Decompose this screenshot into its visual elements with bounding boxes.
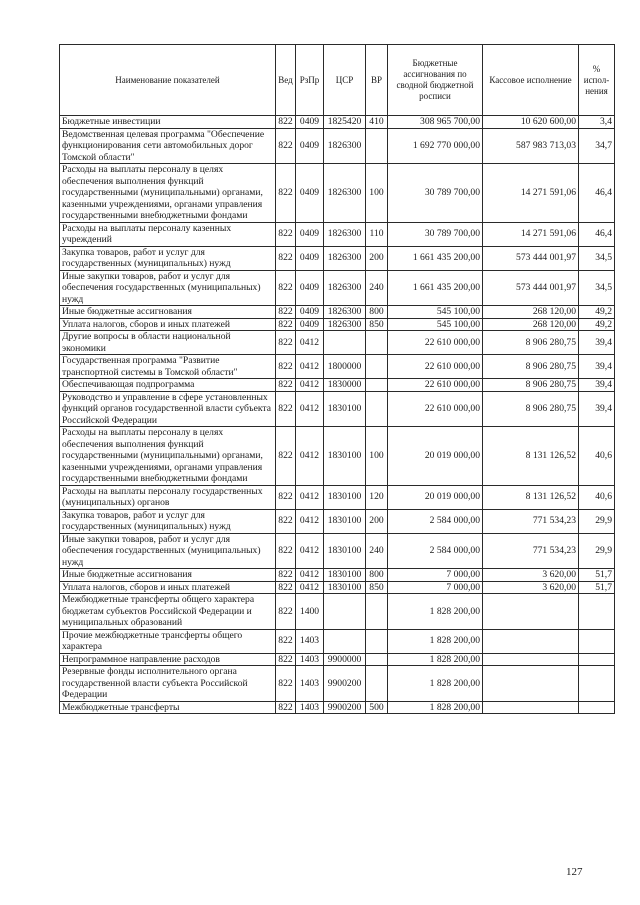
- table-row: [60, 485, 615, 509]
- rzpr-cell: 0409: [296, 222, 324, 246]
- execution-percent-cell: 39,4: [579, 355, 615, 379]
- vr-cell: 500: [366, 701, 388, 714]
- vr-cell: [366, 594, 388, 630]
- rzpr-cell: 0409: [296, 246, 324, 270]
- ved-cell: 822: [276, 427, 296, 486]
- csr-cell: 1826300: [324, 306, 366, 319]
- vr-cell: 200: [366, 509, 388, 533]
- vr-cell: 110: [366, 222, 388, 246]
- rzpr-cell: 1403: [296, 701, 324, 714]
- table-row: [60, 581, 615, 594]
- csr-cell: 1825420: [324, 116, 366, 129]
- ved-cell: 822: [276, 222, 296, 246]
- budget-allocation-cell: 7 000,00: [388, 569, 483, 582]
- vr-cell: 850: [366, 581, 388, 594]
- table-row: [60, 270, 615, 306]
- table-row: [60, 533, 615, 569]
- vr-cell: 100: [366, 164, 388, 223]
- budget-allocation-cell: 7 000,00: [388, 581, 483, 594]
- header-indicator-name: Наименование показателей: [60, 45, 276, 116]
- budget-allocation-cell: 20 019 000,00: [388, 485, 483, 509]
- rzpr-cell: 0412: [296, 581, 324, 594]
- csr-cell: 1830100: [324, 581, 366, 594]
- cash-execution-cell: 8 131 126,52: [483, 427, 579, 486]
- execution-percent-cell: 46,4: [579, 164, 615, 223]
- execution-percent-cell: 51,7: [579, 569, 615, 582]
- cash-execution-cell: 587 983 713,03: [483, 128, 579, 164]
- budget-allocation-cell: 1 828 200,00: [388, 594, 483, 630]
- header-rzpr: РзПр: [296, 45, 324, 116]
- vr-cell: 410: [366, 116, 388, 129]
- ved-cell: 822: [276, 533, 296, 569]
- vr-cell: 120: [366, 485, 388, 509]
- rzpr-cell: 0409: [296, 128, 324, 164]
- rzpr-cell: 0409: [296, 270, 324, 306]
- execution-percent-cell: 46,4: [579, 222, 615, 246]
- ved-cell: 822: [276, 391, 296, 427]
- csr-cell: 1800000: [324, 355, 366, 379]
- header-csr: ЦСР: [324, 45, 366, 116]
- cash-execution-cell: 3 620,00: [483, 569, 579, 582]
- vr-cell: 100: [366, 427, 388, 486]
- ved-cell: 822: [276, 509, 296, 533]
- ved-cell: 822: [276, 116, 296, 129]
- ved-cell: 822: [276, 128, 296, 164]
- indicator-name-cell: Расходы на выплаты персоналу казенных учреждений: [60, 222, 276, 246]
- vr-cell: 850: [366, 318, 388, 331]
- rzpr-cell: 0412: [296, 569, 324, 582]
- budget-execution-table: [59, 44, 615, 714]
- execution-percent-cell: 34,5: [579, 246, 615, 270]
- indicator-name-cell: Прочие межбюджетные трансферты общего характера: [60, 629, 276, 653]
- vr-cell: 800: [366, 306, 388, 319]
- table-row: [60, 318, 615, 331]
- table-row: [60, 379, 615, 392]
- cash-execution-cell: 14 271 591,06: [483, 164, 579, 223]
- execution-percent-cell: [579, 594, 615, 630]
- ved-cell: 822: [276, 246, 296, 270]
- ved-cell: 822: [276, 485, 296, 509]
- rzpr-cell: 0412: [296, 533, 324, 569]
- indicator-name-cell: Межбюджетные трансферты: [60, 701, 276, 714]
- csr-cell: 1830100: [324, 427, 366, 486]
- execution-percent-cell: 39,4: [579, 331, 615, 355]
- vr-cell: 800: [366, 569, 388, 582]
- rzpr-cell: 0409: [296, 318, 324, 331]
- header-budget-allocations: Бюджетные ассигнования по сводной бюджетной росписи: [388, 45, 483, 116]
- table-row: [60, 653, 615, 666]
- cash-execution-cell: [483, 629, 579, 653]
- cash-execution-cell: 771 534,23: [483, 509, 579, 533]
- ved-cell: 822: [276, 355, 296, 379]
- rzpr-cell: 0409: [296, 116, 324, 129]
- indicator-name-cell: Межбюджетные трансферты общего характера бюджетам субъектов Российской Федерации и муниципальных образований: [60, 594, 276, 630]
- budget-allocation-cell: 22 610 000,00: [388, 331, 483, 355]
- table-row: [60, 569, 615, 582]
- execution-percent-cell: 49,2: [579, 306, 615, 319]
- csr-cell: 1826300: [324, 318, 366, 331]
- csr-cell: 1830100: [324, 533, 366, 569]
- rzpr-cell: 0412: [296, 331, 324, 355]
- budget-allocation-cell: 30 789 700,00: [388, 164, 483, 223]
- indicator-name-cell: Непрограммное направление расходов: [60, 653, 276, 666]
- table-header-row: [60, 45, 615, 116]
- budget-allocation-cell: 30 789 700,00: [388, 222, 483, 246]
- ved-cell: 822: [276, 379, 296, 392]
- budget-allocation-cell: 1 828 200,00: [388, 701, 483, 714]
- indicator-name-cell: Иные закупки товаров, работ и услуг для обеспечения государственных (муниципальных) нужд: [60, 270, 276, 306]
- rzpr-cell: 0412: [296, 427, 324, 486]
- indicator-name-cell: Другие вопросы в области национальной экономики: [60, 331, 276, 355]
- vr-cell: 240: [366, 270, 388, 306]
- indicator-name-cell: Расходы на выплаты персоналу в целях обеспечения выполнения функций государственными (муниципальными) органами, казенными учреждениями, органами управления государственными внебюджетными фондами: [60, 427, 276, 486]
- cash-execution-cell: [483, 653, 579, 666]
- execution-percent-cell: 51,7: [579, 581, 615, 594]
- indicator-name-cell: Уплата налогов, сборов и иных платежей: [60, 581, 276, 594]
- cash-execution-cell: [483, 594, 579, 630]
- indicator-name-cell: Ведомственная целевая программа "Обеспечение функционирования сети автомобильных дорог Томской области": [60, 128, 276, 164]
- indicator-name-cell: Уплата налогов, сборов и иных платежей: [60, 318, 276, 331]
- budget-allocation-cell: 1 828 200,00: [388, 629, 483, 653]
- cash-execution-cell: 573 444 001,97: [483, 270, 579, 306]
- cash-execution-cell: 268 120,00: [483, 306, 579, 319]
- budget-allocation-cell: 2 584 000,00: [388, 509, 483, 533]
- table-row: [60, 331, 615, 355]
- ved-cell: 822: [276, 701, 296, 714]
- budget-allocation-cell: 22 610 000,00: [388, 391, 483, 427]
- csr-cell: 1830100: [324, 569, 366, 582]
- execution-percent-cell: 39,4: [579, 379, 615, 392]
- indicator-name-cell: Иные закупки товаров, работ и услуг для обеспечения государственных (муниципальных) нужд: [60, 533, 276, 569]
- cash-execution-cell: 573 444 001,97: [483, 246, 579, 270]
- cash-execution-cell: [483, 701, 579, 714]
- rzpr-cell: 1403: [296, 653, 324, 666]
- csr-cell: 1826300: [324, 128, 366, 164]
- vr-cell: [366, 128, 388, 164]
- budget-allocation-cell: 1 692 770 000,00: [388, 128, 483, 164]
- table-row: [60, 701, 615, 714]
- ved-cell: 822: [276, 306, 296, 319]
- execution-percent-cell: 39,4: [579, 391, 615, 427]
- execution-percent-cell: 40,6: [579, 485, 615, 509]
- indicator-name-cell: Закупка товаров, работ и услуг для государственных (муниципальных) нужд: [60, 509, 276, 533]
- ved-cell: 822: [276, 569, 296, 582]
- execution-percent-cell: 34,7: [579, 128, 615, 164]
- execution-percent-cell: [579, 653, 615, 666]
- page-number: 127: [566, 866, 583, 878]
- budget-allocation-cell: 1 828 200,00: [388, 666, 483, 702]
- cash-execution-cell: 8 906 280,75: [483, 391, 579, 427]
- vr-cell: [366, 391, 388, 427]
- csr-cell: 1826300: [324, 270, 366, 306]
- rzpr-cell: 0412: [296, 485, 324, 509]
- csr-cell: 1826300: [324, 222, 366, 246]
- csr-cell: 1830000: [324, 379, 366, 392]
- table-row: [60, 246, 615, 270]
- table-row: [60, 116, 615, 129]
- indicator-name-cell: Закупка товаров, работ и услуг для государственных (муниципальных) нужд: [60, 246, 276, 270]
- ved-cell: 822: [276, 331, 296, 355]
- header-vr: ВР: [366, 45, 388, 116]
- cash-execution-cell: 8 906 280,75: [483, 355, 579, 379]
- header-ved: Вед: [276, 45, 296, 116]
- csr-cell: 9900200: [324, 666, 366, 702]
- vr-cell: 240: [366, 533, 388, 569]
- vr-cell: 200: [366, 246, 388, 270]
- budget-report-sheet: [59, 44, 614, 714]
- indicator-name-cell: Государственная программа "Развитие транспортной системы в Томской области": [60, 355, 276, 379]
- execution-percent-cell: 3,4: [579, 116, 615, 129]
- table-row: [60, 594, 615, 630]
- execution-percent-cell: 49,2: [579, 318, 615, 331]
- cash-execution-cell: [483, 666, 579, 702]
- vr-cell: [366, 355, 388, 379]
- table-row: [60, 128, 615, 164]
- ved-cell: 822: [276, 629, 296, 653]
- budget-allocation-cell: 1 661 435 200,00: [388, 270, 483, 306]
- execution-percent-cell: 40,6: [579, 427, 615, 486]
- cash-execution-cell: 8 906 280,75: [483, 379, 579, 392]
- csr-cell: 1826300: [324, 164, 366, 223]
- vr-cell: [366, 379, 388, 392]
- ved-cell: 822: [276, 594, 296, 630]
- csr-cell: 1830100: [324, 391, 366, 427]
- budget-allocation-cell: 22 610 000,00: [388, 355, 483, 379]
- ved-cell: 822: [276, 581, 296, 594]
- cash-execution-cell: 771 534,23: [483, 533, 579, 569]
- csr-cell: 1830100: [324, 485, 366, 509]
- vr-cell: [366, 629, 388, 653]
- budget-allocation-cell: 2 584 000,00: [388, 533, 483, 569]
- execution-percent-cell: 34,5: [579, 270, 615, 306]
- csr-cell: 9900000: [324, 653, 366, 666]
- indicator-name-cell: Расходы на выплаты персоналу государственных (муниципальных) органов: [60, 485, 276, 509]
- table-row: [60, 306, 615, 319]
- cash-execution-cell: 14 271 591,06: [483, 222, 579, 246]
- indicator-name-cell: Бюджетные инвестиции: [60, 116, 276, 129]
- cash-execution-cell: 8 131 126,52: [483, 485, 579, 509]
- execution-percent-cell: [579, 701, 615, 714]
- table-row: [60, 222, 615, 246]
- budget-allocation-cell: 308 965 700,00: [388, 116, 483, 129]
- csr-cell: 1826300: [324, 246, 366, 270]
- table-row: [60, 509, 615, 533]
- csr-cell: 9900200: [324, 701, 366, 714]
- cash-execution-cell: 3 620,00: [483, 581, 579, 594]
- header-execution-percent: % испол-нения: [579, 45, 615, 116]
- table-row: [60, 629, 615, 653]
- rzpr-cell: 1403: [296, 629, 324, 653]
- execution-percent-cell: [579, 629, 615, 653]
- budget-allocation-cell: 1 828 200,00: [388, 653, 483, 666]
- cash-execution-cell: 8 906 280,75: [483, 331, 579, 355]
- budget-allocation-cell: 545 100,00: [388, 318, 483, 331]
- cash-execution-cell: 268 120,00: [483, 318, 579, 331]
- csr-cell: [324, 594, 366, 630]
- indicator-name-cell: Иные бюджетные ассигнования: [60, 569, 276, 582]
- csr-cell: [324, 629, 366, 653]
- vr-cell: [366, 653, 388, 666]
- rzpr-cell: 0409: [296, 306, 324, 319]
- table-row: [60, 666, 615, 702]
- cash-execution-cell: 10 620 600,00: [483, 116, 579, 129]
- vr-cell: [366, 331, 388, 355]
- table-row: [60, 164, 615, 223]
- execution-percent-cell: 29,9: [579, 533, 615, 569]
- execution-percent-cell: 29,9: [579, 509, 615, 533]
- table-body: [60, 116, 615, 714]
- indicator-name-cell: Иные бюджетные ассигнования: [60, 306, 276, 319]
- table-row: [60, 427, 615, 486]
- rzpr-cell: 0409: [296, 164, 324, 223]
- ved-cell: 822: [276, 164, 296, 223]
- table-row: [60, 355, 615, 379]
- indicator-name-cell: Обеспечивающая подпрограмма: [60, 379, 276, 392]
- indicator-name-cell: Руководство и управление в сфере установленных функций органов государственной власти субъекта Российской Федерации: [60, 391, 276, 427]
- budget-allocation-cell: 20 019 000,00: [388, 427, 483, 486]
- rzpr-cell: 0412: [296, 391, 324, 427]
- rzpr-cell: 0412: [296, 355, 324, 379]
- indicator-name-cell: Расходы на выплаты персоналу в целях обеспечения выполнения функций государственными (муниципальными) органами, казенными учреждениями, органами управления государственными внебюджетными фондами: [60, 164, 276, 223]
- rzpr-cell: 0412: [296, 379, 324, 392]
- rzpr-cell: 1400: [296, 594, 324, 630]
- rzpr-cell: 0412: [296, 509, 324, 533]
- csr-cell: 1830100: [324, 509, 366, 533]
- rzpr-cell: 1403: [296, 666, 324, 702]
- ved-cell: 822: [276, 270, 296, 306]
- header-cash-execution: Кассовое исполнение: [483, 45, 579, 116]
- ved-cell: 822: [276, 318, 296, 331]
- ved-cell: 822: [276, 653, 296, 666]
- ved-cell: 822: [276, 666, 296, 702]
- execution-percent-cell: [579, 666, 615, 702]
- table-row: [60, 391, 615, 427]
- csr-cell: [324, 331, 366, 355]
- budget-allocation-cell: 1 661 435 200,00: [388, 246, 483, 270]
- budget-allocation-cell: 22 610 000,00: [388, 379, 483, 392]
- vr-cell: [366, 666, 388, 702]
- indicator-name-cell: Резервные фонды исполнительного органа государственной власти субъекта Российской Федерации: [60, 666, 276, 702]
- budget-allocation-cell: 545 100,00: [388, 306, 483, 319]
